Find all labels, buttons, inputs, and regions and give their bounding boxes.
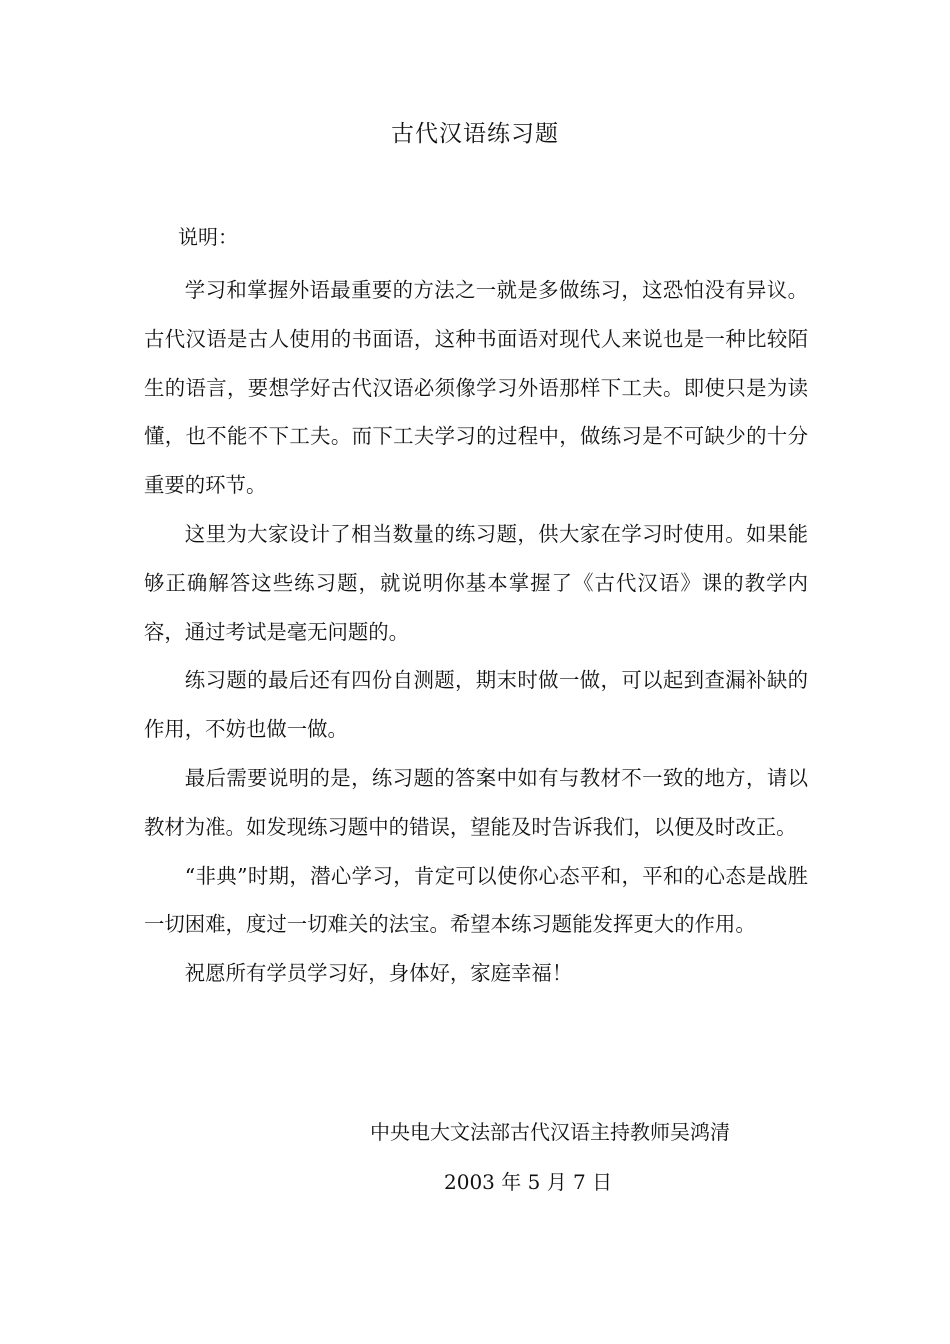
body-text: [144, 266, 808, 998]
paragraph-self-tests: 练习题的最后还有四份自测题，期末时做一做，可以起到查漏补缺的作用，不妨也做一做。: [144, 668, 808, 742]
author-signature: 中央电大文法部古代汉语主持教师吴鸿清: [370, 1120, 730, 1144]
paragraph-wishes: 祝愿所有学员学习好，身体好，家庭幸福！: [184, 961, 573, 986]
paragraph-exercise-purpose: 这里为大家设计了相当数量的练习题，供大家在学习时使用。如果能够正确解答这些练习题，就说明你基本掌握了《古代汉语》课的教学内容，通过考试是毫无问题的。: [144, 521, 808, 644]
document-date: 2003 年 5 月 7 日: [444, 1170, 613, 1194]
document-title: 古代汉语练习题: [391, 121, 559, 147]
paragraph-sars-period: “非典”时期，潜心学习，肯定可以使你心态平和，平和的心态是战胜一切困难，度过一切难关的法宝。希望本练习题能发挥更大的作用。: [144, 863, 808, 937]
paragraph-corrections: 最后需要说明的是，练习题的答案中如有与教材不一致的地方，请以教材为准。如发现练习题中的错误，望能及时告诉我们，以便及时改正。: [144, 765, 808, 839]
intro-label: 说明：: [178, 225, 238, 249]
paragraph-practice-importance: 学习和掌握外语最重要的方法之一就是多做练习，这恐怕没有异议。古代汉语是古人使用的书面语，这种书面语对现代人来说也是一种比较陌生的语言，要想学好古代汉语必须像学习外语那样下工夫。即使只是为读懂，也不能不下工夫。而下工夫学习的过程中，做练习是不可缺少的十分重要的环节。: [144, 278, 808, 498]
